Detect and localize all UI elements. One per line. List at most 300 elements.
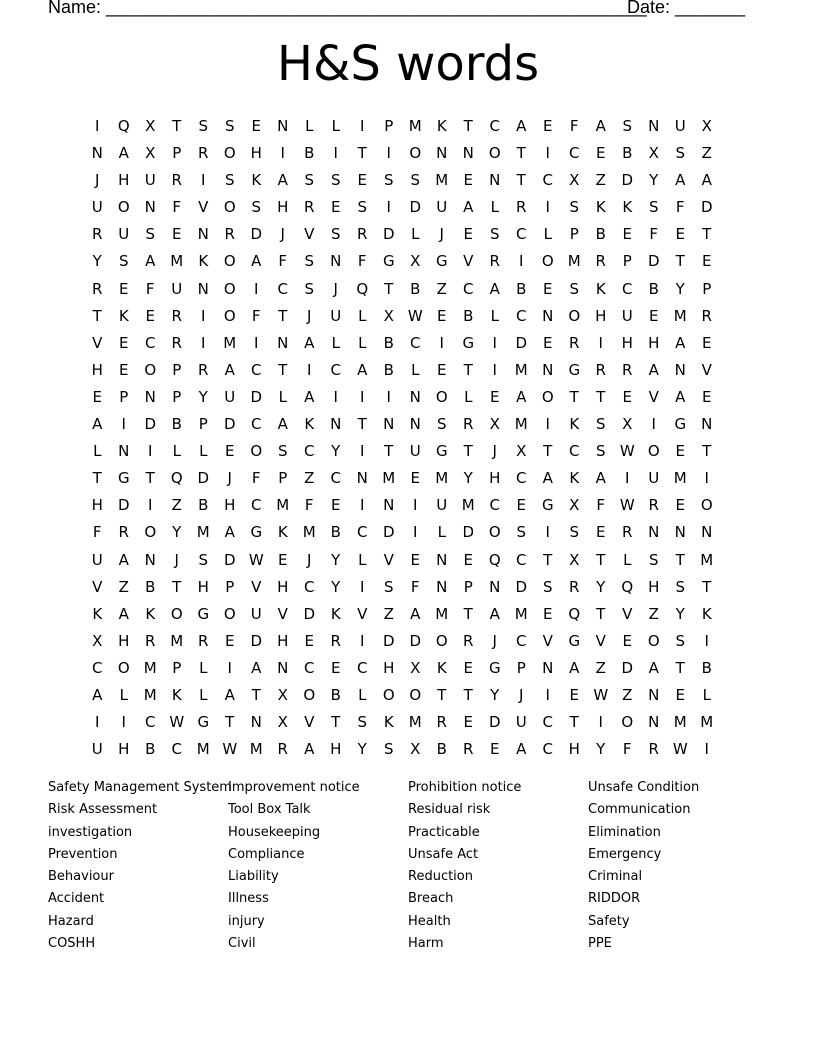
grid-letter[interactable]: E [278,550,288,569]
grid-letter[interactable]: X [145,144,156,163]
grid-letter[interactable]: E [596,144,606,163]
grid-letter[interactable]: B [463,306,474,325]
grid-letter[interactable]: E [675,442,685,461]
grid-letter[interactable]: I [625,469,630,488]
grid-letter[interactable]: N [330,252,342,271]
grid-letter[interactable]: M [514,604,528,623]
grid-letter[interactable]: X [383,306,394,325]
grid-letter[interactable]: I [545,415,550,434]
grid-letter[interactable]: F [410,577,420,596]
grid-letter[interactable]: V [622,604,633,623]
grid-letter[interactable]: M [170,631,184,650]
grid-letter[interactable]: N [277,117,289,135]
grid-letter[interactable]: Q [621,577,634,596]
grid-letter[interactable]: E [596,523,606,542]
grid-letter[interactable]: E [543,117,553,135]
grid-letter[interactable]: L [464,387,473,406]
grid-letter[interactable]: A [675,387,686,406]
grid-letter[interactable]: C [330,469,341,488]
grid-letter[interactable]: I [201,306,206,325]
grid-letter[interactable]: D [409,198,422,217]
grid-letter[interactable]: N [330,415,342,434]
grid-letter[interactable]: N [701,523,713,542]
grid-letter[interactable]: V [92,577,103,596]
grid-letter[interactable]: S [330,225,341,244]
grid-letter[interactable]: Y [172,523,182,542]
grid-letter[interactable]: I [386,387,391,406]
grid-letter[interactable]: V [701,360,712,379]
grid-letter[interactable]: L [411,360,420,379]
grid-letter[interactable]: R [357,225,368,244]
grid-letter[interactable]: C [304,577,315,596]
grid-letter[interactable]: O [170,604,183,623]
grid-letter[interactable]: N [489,171,501,190]
grid-letter[interactable]: F [304,496,314,515]
grid-letter[interactable]: T [357,415,367,434]
grid-letter[interactable]: S [595,415,606,434]
grid-letter[interactable]: A [118,550,129,569]
grid-letter[interactable]: M [143,685,157,704]
grid-letter[interactable]: D [223,415,236,434]
grid-letter[interactable]: X [410,252,421,271]
grid-letter[interactable]: K [330,604,341,623]
grid-letter[interactable]: K [569,415,580,434]
grid-letter[interactable]: X [92,631,103,650]
grid-letter[interactable]: E [251,117,261,135]
grid-letter[interactable]: R [304,198,315,217]
grid-letter[interactable]: N [409,387,421,406]
grid-letter[interactable]: M [143,658,157,677]
grid-letter[interactable]: A [463,198,474,217]
grid-letter[interactable]: T [92,306,102,325]
grid-letter[interactable]: L [331,117,340,135]
grid-letter[interactable]: H [648,577,660,596]
grid-letter[interactable]: A [304,387,315,406]
grid-letter[interactable]: N [489,577,501,596]
grid-letter[interactable]: G [674,415,687,434]
grid-letter[interactable]: R [489,252,500,271]
grid-letter[interactable]: L [358,306,367,325]
grid-letter[interactable]: C [489,496,500,515]
grid-letter[interactable]: P [119,387,129,406]
grid-letter[interactable]: S [357,713,368,732]
grid-letter[interactable]: M [170,252,184,271]
grid-letter[interactable]: S [198,550,209,569]
grid-letter[interactable]: N [648,117,660,135]
grid-letter[interactable]: Z [436,279,447,298]
grid-letter[interactable]: R [92,279,103,298]
grid-letter[interactable]: N [542,658,554,677]
grid-letter[interactable]: M [302,523,316,542]
grid-letter[interactable]: I [95,117,100,135]
grid-letter[interactable]: G [435,442,448,461]
grid-letter[interactable]: R [569,577,580,596]
grid-letter[interactable]: O [144,523,157,542]
grid-letter[interactable]: L [199,442,208,461]
grid-letter[interactable]: C [463,279,474,298]
grid-letter[interactable]: P [516,658,526,677]
grid-letter[interactable]: T [463,360,473,379]
grid-letter[interactable]: I [95,713,100,732]
grid-letter[interactable]: I [360,387,365,406]
grid-letter[interactable]: Z [118,577,129,596]
grid-letter[interactable]: T [702,577,712,596]
name-field[interactable]: Name: ______________________________________________________ [48,0,647,17]
grid-letter[interactable]: T [543,442,553,461]
grid-letter[interactable]: F [278,252,288,271]
grid-letter[interactable]: X [569,496,580,515]
grid-letter[interactable]: Q [356,279,369,298]
grid-letter[interactable]: K [118,306,129,325]
grid-letter[interactable]: P [172,144,182,163]
grid-letter[interactable]: A [595,117,606,135]
grid-letter[interactable]: U [91,740,103,759]
grid-letter[interactable]: I [360,496,365,515]
grid-letter[interactable]: R [622,523,633,542]
grid-letter[interactable]: U [91,198,103,217]
grid-letter[interactable]: P [622,252,632,271]
grid-letter[interactable]: G [541,496,554,515]
grid-letter[interactable]: I [439,333,444,352]
grid-letter[interactable]: E [543,279,553,298]
grid-letter[interactable]: S [410,171,421,190]
grid-letter[interactable]: T [463,442,473,461]
grid-letter[interactable]: C [569,144,580,163]
grid-letter[interactable]: I [545,523,550,542]
grid-letter[interactable]: N [144,387,156,406]
grid-letter[interactable]: M [700,550,714,569]
grid-letter[interactable]: U [171,279,183,298]
grid-letter[interactable]: C [145,333,156,352]
grid-letter[interactable]: I [704,631,709,650]
grid-letter[interactable]: S [118,252,129,271]
grid-letter[interactable]: S [145,225,156,244]
grid-letter[interactable]: D [488,713,501,732]
grid-letter[interactable]: I [201,333,206,352]
grid-letter[interactable]: I [148,442,153,461]
grid-letter[interactable]: A [92,415,103,434]
grid-letter[interactable]: R [701,306,712,325]
grid-letter[interactable]: R [622,360,633,379]
grid-letter[interactable]: M [700,713,714,732]
grid-letter[interactable]: S [569,279,580,298]
grid-letter[interactable]: Y [331,442,341,461]
grid-letter[interactable]: H [277,631,289,650]
grid-letter[interactable]: P [172,658,182,677]
grid-letter[interactable]: V [277,604,288,623]
grid-letter[interactable]: O [435,631,448,650]
grid-letter[interactable]: C [516,306,527,325]
grid-letter[interactable]: B [145,577,156,596]
grid-letter[interactable]: C [357,523,368,542]
grid-letter[interactable]: I [598,333,603,352]
grid-letter[interactable]: K [251,171,262,190]
grid-letter[interactable]: X [648,144,659,163]
grid-letter[interactable]: S [383,171,394,190]
grid-letter[interactable]: D [382,631,395,650]
grid-letter[interactable]: D [462,523,475,542]
grid-letter[interactable]: T [278,306,288,325]
grid-letter[interactable]: C [92,658,103,677]
grid-letter[interactable]: E [463,225,473,244]
grid-letter[interactable]: F [622,740,632,759]
grid-letter[interactable]: I [519,252,524,271]
grid-letter[interactable]: O [488,144,501,163]
grid-letter[interactable]: R [118,523,129,542]
grid-letter[interactable]: C [304,442,315,461]
grid-letter[interactable]: E [331,198,341,217]
grid-letter[interactable]: B [648,279,659,298]
grid-letter[interactable]: B [330,523,341,542]
grid-letter[interactable]: I [598,713,603,732]
grid-letter[interactable]: C [516,469,527,488]
grid-letter[interactable]: G [568,360,581,379]
grid-letter[interactable]: U [621,306,633,325]
grid-letter[interactable]: Z [383,604,394,623]
grid-letter[interactable]: S [516,523,527,542]
grid-letter[interactable]: I [545,685,550,704]
grid-letter[interactable]: G [117,469,130,488]
grid-letter[interactable]: K [595,198,606,217]
grid-letter[interactable]: K [436,117,447,135]
grid-letter[interactable]: E [463,713,473,732]
grid-letter[interactable]: A [410,604,421,623]
grid-letter[interactable]: E [622,225,632,244]
grid-letter[interactable]: U [91,550,103,569]
grid-letter[interactable]: F [92,523,102,542]
grid-letter[interactable]: C [542,171,553,190]
grid-letter[interactable]: N [674,523,686,542]
grid-letter[interactable]: L [358,333,367,352]
grid-letter[interactable]: R [198,631,209,650]
grid-letter[interactable]: P [463,577,473,596]
grid-letter[interactable]: X [516,442,527,461]
grid-letter[interactable]: C [251,496,262,515]
grid-letter[interactable]: F [596,496,606,515]
grid-letter[interactable]: R [569,333,580,352]
grid-letter[interactable]: G [462,333,475,352]
grid-letter[interactable]: D [303,604,316,623]
grid-letter[interactable]: E [702,252,712,271]
grid-letter[interactable]: A [701,171,712,190]
grid-letter[interactable]: H [277,198,289,217]
grid-letter[interactable]: N [542,360,554,379]
grid-letter[interactable]: Y [198,387,208,406]
grid-letter[interactable]: N [701,415,713,434]
grid-letter[interactable]: B [383,360,394,379]
grid-letter[interactable]: J [174,550,179,569]
grid-letter[interactable]: R [145,631,156,650]
grid-letter[interactable]: F [145,279,155,298]
grid-letter[interactable]: L [437,523,446,542]
grid-letter[interactable]: K [304,415,315,434]
grid-letter[interactable]: F [357,252,367,271]
grid-letter[interactable]: M [276,496,290,515]
grid-letter[interactable]: E [490,387,500,406]
grid-letter[interactable]: M [408,117,422,135]
grid-letter[interactable]: O [117,658,130,677]
grid-letter[interactable]: R [171,333,182,352]
grid-letter[interactable]: N [409,415,421,434]
grid-letter[interactable]: R [198,360,209,379]
grid-letter[interactable]: Y [649,171,659,190]
grid-letter[interactable]: D [197,469,210,488]
grid-letter[interactable]: I [413,523,418,542]
grid-letter[interactable]: E [145,306,155,325]
grid-letter[interactable]: K [595,279,606,298]
grid-letter[interactable]: D [144,415,157,434]
grid-letter[interactable]: I [280,144,285,163]
grid-letter[interactable]: H [224,496,236,515]
grid-letter[interactable]: M [673,469,687,488]
grid-letter[interactable]: B [410,279,421,298]
grid-letter[interactable]: O [223,604,236,623]
grid-letter[interactable]: O [409,685,422,704]
grid-letter[interactable]: B [595,225,606,244]
grid-letter[interactable]: P [225,577,235,596]
grid-letter[interactable]: T [569,713,579,732]
grid-letter[interactable]: N [462,144,474,163]
grid-letter[interactable]: Y [675,279,685,298]
grid-letter[interactable]: F [569,117,579,135]
grid-letter[interactable]: X [569,550,580,569]
grid-letter[interactable]: H [489,469,501,488]
grid-letter[interactable]: T [543,550,553,569]
grid-letter[interactable]: L [278,387,287,406]
grid-letter[interactable]: A [304,333,315,352]
grid-letter[interactable]: P [198,415,208,434]
grid-letter[interactable]: S [675,631,686,650]
grid-letter[interactable]: O [250,442,263,461]
grid-letter[interactable]: C [542,740,553,759]
grid-letter[interactable]: A [516,117,527,135]
grid-letter[interactable]: T [596,387,606,406]
grid-letter[interactable]: E [410,550,420,569]
grid-letter[interactable]: V [304,713,315,732]
grid-letter[interactable]: N [648,685,660,704]
grid-letter[interactable]: L [119,685,128,704]
grid-letter[interactable]: C [145,713,156,732]
grid-letter[interactable]: H [277,577,289,596]
grid-letter[interactable]: I [651,415,656,434]
grid-letter[interactable]: T [384,279,394,298]
grid-letter[interactable]: C [542,713,553,732]
grid-letter[interactable]: S [277,442,288,461]
grid-letter[interactable]: P [569,225,579,244]
grid-letter[interactable]: A [224,685,235,704]
grid-letter[interactable]: I [386,198,391,217]
grid-letter[interactable]: E [569,685,579,704]
grid-letter[interactable]: I [254,279,259,298]
grid-letter[interactable]: A [357,360,368,379]
grid-letter[interactable]: Y [331,577,341,596]
grid-letter[interactable]: A [118,604,129,623]
grid-letter[interactable]: M [461,496,475,515]
grid-letter[interactable]: Y [596,740,606,759]
grid-letter[interactable]: Z [622,685,633,704]
grid-letter[interactable]: Y [675,604,685,623]
grid-letter[interactable]: K [277,523,288,542]
grid-letter[interactable]: O [117,198,130,217]
grid-letter[interactable]: V [542,631,553,650]
grid-letter[interactable]: A [118,144,129,163]
grid-letter[interactable]: T [596,550,606,569]
grid-letter[interactable]: J [492,631,497,650]
grid-letter[interactable]: G [197,604,210,623]
grid-letter[interactable]: N [356,469,368,488]
grid-letter[interactable]: I [545,144,550,163]
grid-letter[interactable]: G [568,631,581,650]
grid-letter[interactable]: A [92,685,103,704]
grid-letter[interactable]: Z [595,658,606,677]
grid-letter[interactable]: O [303,685,316,704]
grid-letter[interactable]: Z [701,144,712,163]
grid-letter[interactable]: C [251,415,262,434]
grid-letter[interactable]: O [223,279,236,298]
grid-letter[interactable]: V [357,604,368,623]
grid-letter[interactable]: D [250,631,263,650]
grid-letter[interactable]: C [622,279,633,298]
grid-letter[interactable]: R [330,631,341,650]
grid-letter[interactable]: O [409,144,422,163]
grid-letter[interactable]: H [383,658,395,677]
grid-letter[interactable]: M [673,306,687,325]
grid-letter[interactable]: C [516,631,527,650]
grid-letter[interactable]: G [197,713,210,732]
grid-letter[interactable]: V [595,631,606,650]
grid-letter[interactable]: I [360,442,365,461]
grid-letter[interactable]: E [92,387,102,406]
grid-letter[interactable]: C [516,550,527,569]
grid-letter[interactable]: S [622,117,633,135]
grid-letter[interactable]: W [169,713,185,732]
grid-letter[interactable]: K [383,713,394,732]
grid-letter[interactable]: Q [170,469,183,488]
grid-letter[interactable]: P [278,469,288,488]
grid-letter[interactable]: I [704,740,709,759]
grid-letter[interactable]: U [409,442,421,461]
grid-letter[interactable]: T [516,171,526,190]
grid-letter[interactable]: N [648,713,660,732]
grid-letter[interactable]: I [307,360,312,379]
grid-letter[interactable]: N [436,577,448,596]
grid-letter[interactable]: E [463,550,473,569]
grid-letter[interactable]: S [675,577,686,596]
grid-letter[interactable]: N [383,496,395,515]
grid-letter[interactable]: I [121,415,126,434]
grid-letter[interactable]: L [543,225,552,244]
grid-letter[interactable]: M [249,740,263,759]
grid-letter[interactable]: F [172,198,182,217]
grid-letter[interactable]: A [569,658,580,677]
grid-letter[interactable]: E [543,333,553,352]
grid-letter[interactable]: A [277,171,288,190]
grid-letter[interactable]: I [333,387,338,406]
grid-letter[interactable]: O [144,360,157,379]
grid-letter[interactable]: N [118,442,130,461]
grid-letter[interactable]: U [118,225,130,244]
grid-letter[interactable]: T [384,442,394,461]
grid-letter[interactable]: I [333,144,338,163]
grid-letter[interactable]: A [648,658,659,677]
grid-letter[interactable]: E [702,387,712,406]
grid-letter[interactable]: E [119,279,129,298]
grid-letter[interactable]: M [435,604,449,623]
grid-letter[interactable]: E [331,496,341,515]
grid-letter[interactable]: H [118,740,130,759]
grid-letter[interactable]: O [223,306,236,325]
grid-letter[interactable]: J [227,469,232,488]
